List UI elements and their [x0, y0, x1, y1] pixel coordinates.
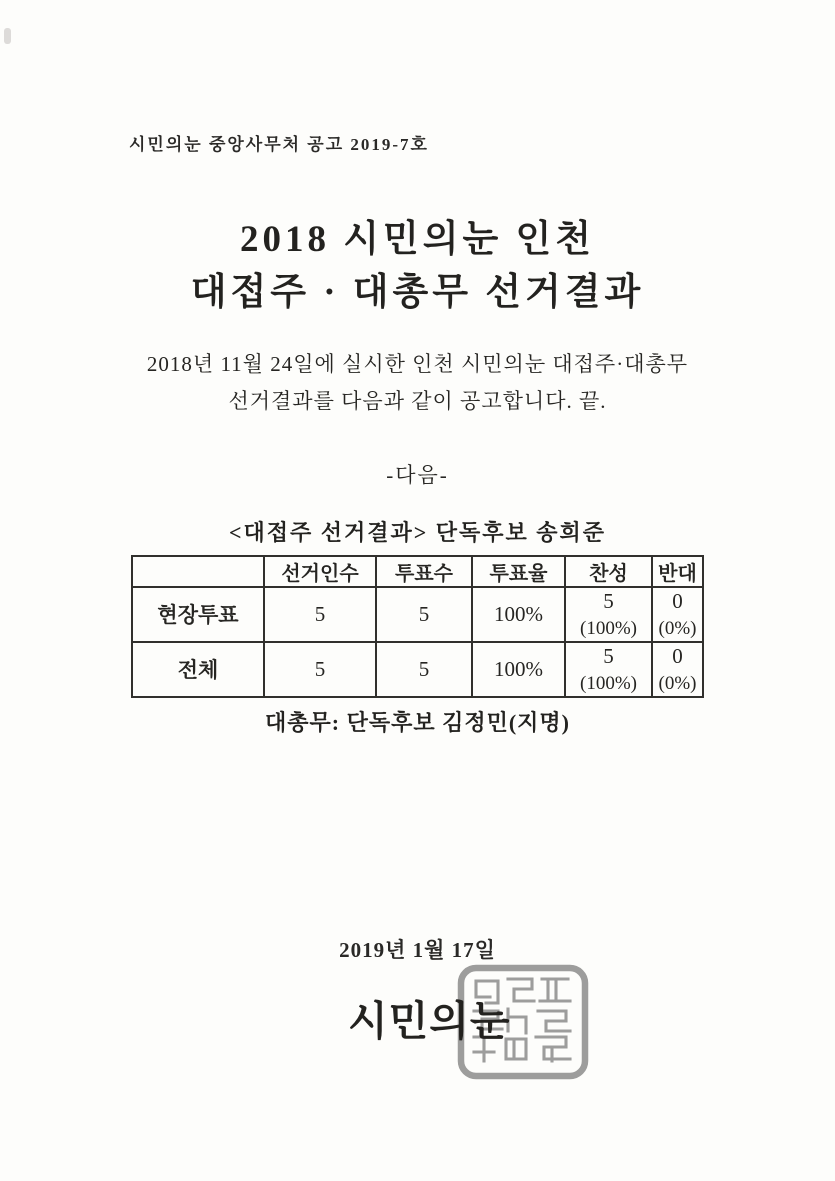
cell-electors: 5 [264, 587, 376, 642]
secretary-note: 대총무: 단독후보 김정민(지명) [264, 710, 570, 735]
header-cell-votes: 투표수 [376, 556, 472, 587]
cell-no-count: 0 [672, 589, 683, 613]
organization-signature: 시민의눈 [348, 998, 511, 1044]
header-cell-turnout: 투표율 [472, 556, 565, 587]
cell-yes [565, 587, 652, 642]
cell-yes-count: 5 [603, 589, 614, 613]
next-divider: -다음- [386, 463, 449, 487]
page-title [0, 214, 835, 319]
cell-yes-pct: (100%) [580, 672, 637, 694]
announcement-date: 2019년 1월 17일 [339, 938, 496, 962]
results-table-caption: <대접주 선거결과> 단독후보 송희준 [228, 520, 607, 545]
header-cell-yes: 찬성 [565, 556, 652, 587]
cell-no-pct: (0%) [658, 672, 697, 694]
row-label-onsite: 현장투표 [132, 587, 264, 642]
announcement-body [0, 346, 835, 421]
scan-artifact [4, 28, 11, 44]
cell-no [652, 587, 703, 642]
cell-turnout: 100% [472, 642, 565, 697]
cell-yes-count: 5 [603, 643, 614, 668]
row-label-total: 전체 [132, 642, 264, 697]
page-title-line2: 대접주 · 대총무 선거결과 [190, 271, 645, 313]
table-row [132, 642, 703, 697]
announcement-body-line1: 2018년 11월 24일에 실시한 인천 시민의눈 대접주·대총무 [146, 352, 689, 376]
cell-electors: 5 [264, 642, 376, 697]
page-title-line1: 2018 시민의눈 인천 [240, 219, 595, 260]
cell-votes: 5 [376, 642, 472, 697]
election-results-table [131, 555, 704, 698]
cell-yes-pct: (100%) [580, 617, 637, 639]
cell-turnout: 100% [472, 587, 565, 642]
doc-number: 시민의눈 중앙사무처 공고 2019-7호 [129, 135, 429, 154]
announcement-body-line2: 선거결과를 다음과 같이 공고합니다. 끝. [228, 389, 607, 414]
cell-no-pct: (0%) [658, 617, 697, 639]
header-cell-no: 반대 [652, 556, 703, 587]
table-header-row [132, 556, 703, 587]
header-cell-blank [132, 556, 264, 587]
cell-no [652, 642, 703, 697]
cell-votes: 5 [376, 587, 472, 642]
cell-no-count: 0 [672, 643, 683, 668]
cell-yes [565, 642, 652, 697]
table-row [132, 587, 703, 642]
header-cell-electors: 선거인수 [264, 556, 376, 587]
